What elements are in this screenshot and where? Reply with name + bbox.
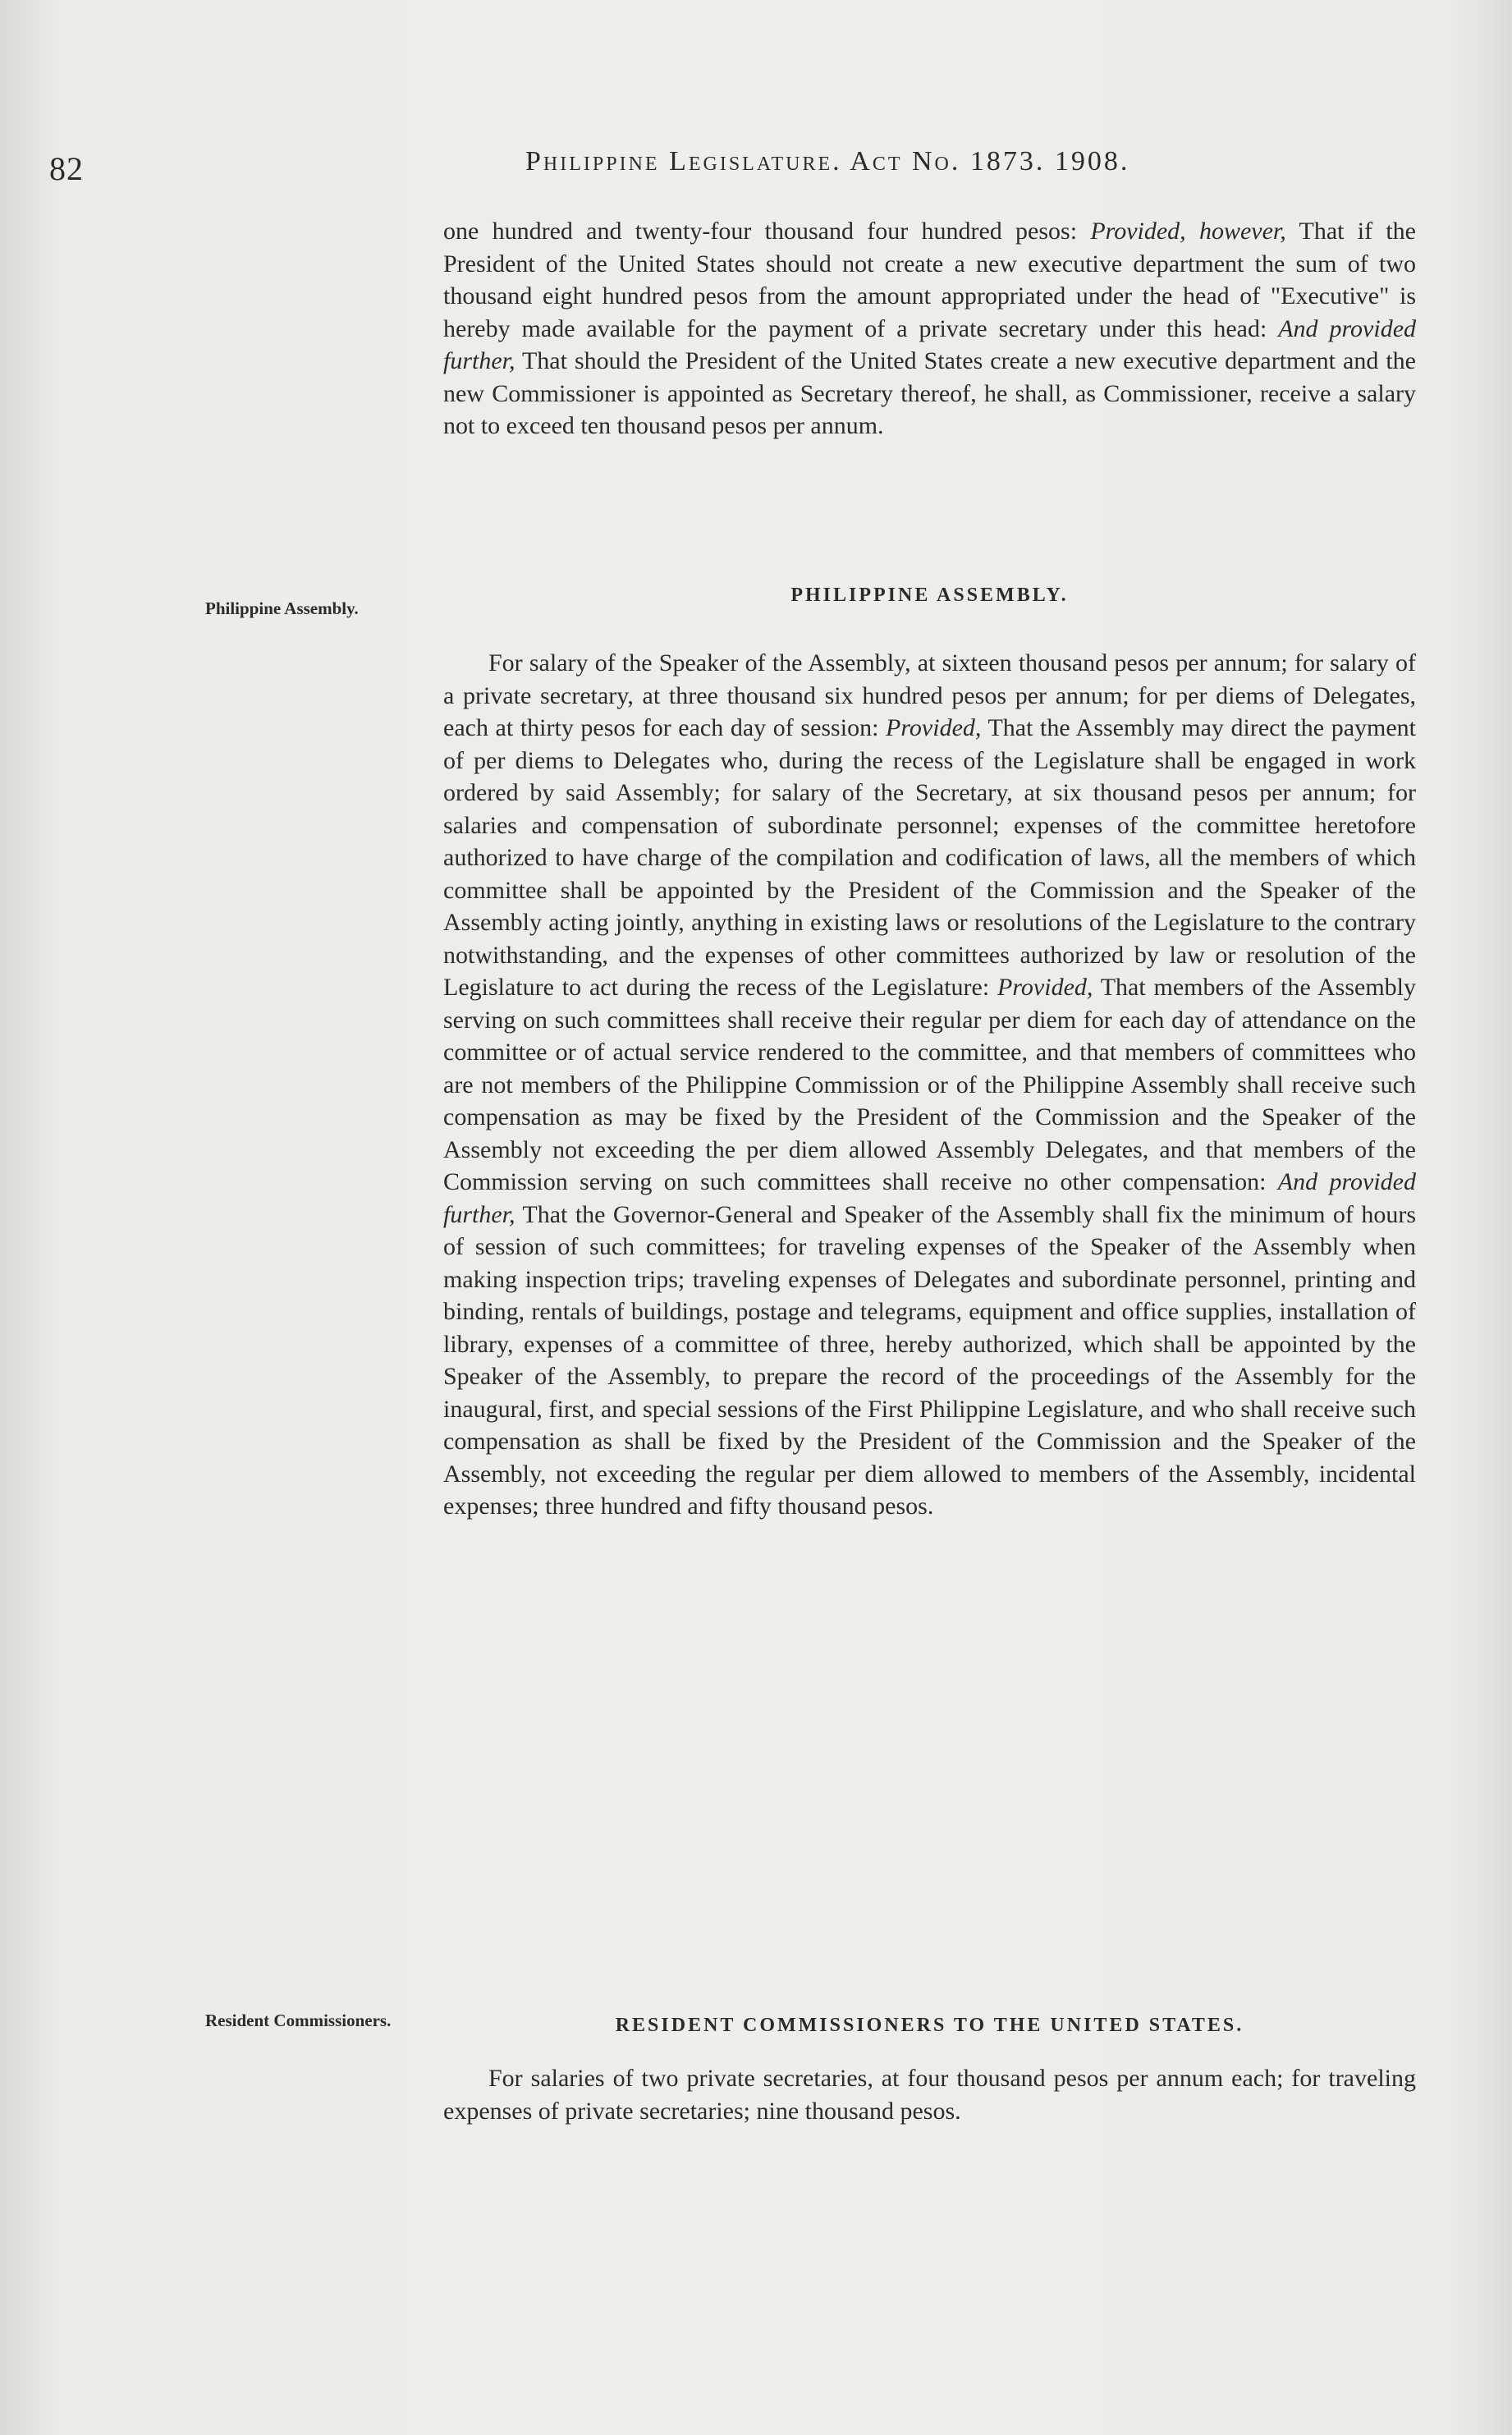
page-number: 82	[49, 150, 84, 187]
proviso-italic: Provided, however,	[1090, 218, 1286, 245]
proviso-italic: And provided further,	[443, 1168, 1416, 1228]
running-head: Philippine Legislature. Act No. 1873. 1908.	[525, 146, 1130, 177]
proviso-italic: Provided,	[997, 974, 1093, 1001]
proviso-italic: And provided further,	[443, 314, 1417, 374]
margin-note-resident-commissioners: Resident Commissioners.	[205, 2011, 392, 2030]
section-heading-resident-commissioners: RESIDENT COMMISSIONERS TO THE UNITED STATES.	[615, 2015, 1244, 2036]
proviso-italic: Provided,	[886, 714, 982, 741]
paragraph-executive-continuation: one hundred and twenty-four thousand four hundred pesos: Provided, however, That if the President of the United States should not create a new executive department the sum of two thousand eight hundred pesos from the amount appropriated under the head of "Executive" is hereby made available for the payment of a private secretary under this head: And provided further, That should the President of the United States create a new executive department and the new Commissioner is appointed as Secretary thereof, he shall, as Commissioner, receive a salary not to exceed ten thousand pesos per annum.	[443, 218, 1417, 439]
paragraph-philippine-assembly: For salary of the Speaker of the Assembly, at sixteen thousand pesos per annum; for salary of a private secretary, at three thousand six hundred pesos per annum; for per diems of Delegates, each at thirty pesos for each day of session: Provided, That the Assembly may direct the payment of per diems to Delegates who, during the recess of the Legislature shall be engaged in work ordered by said Assembly; for salary of the Secretary, at six thousand pesos per annum; for salaries and compensation of subordinate personnel; expenses of the committee heretofore authorized to have charge of the compilation and codification of laws, all the members of which committee shall be appointed by the President of the Commission and the Speaker of the Assembly acting jointly, anything in existing laws or resolutions of the Legislature to the contrary notwithstanding, and the expenses of other committees authorized by law or resolution of the Legislature to act during the recess of the Legislature: Provided, That members of the Assembly serving on such committees shall receive their regular per diem for each day of attendance on the committee or of actual service rendered to the committee, and that members of committees who are not members of the Philippine Commission or of the Philippine Assembly shall receive such compensation as may be fixed by the President of the Commission and the Speaker of the Assembly not exceeding the per diem allowed Assembly Delegates, and that members of the Commission serving on such committees shall receive no other compensation: And provided further, That the Governor-General and Speaker of the Assembly shall fix the minimum of hours of session of such committees; for traveling expenses of the Speaker of the Assembly when making inspection trips; traveling expenses of Delegates and subordinate personnel, printing and binding, rentals of buildings, postage and telegrams, equipment and office supplies, installation of library, expenses of a committee of three, hereby authorized, which shall be appointed by the Speaker of the Assembly, to prepare the record of the proceedings of the Assembly for the inaugural, first, and special sessions of the First Philippine Legislature, and who shall receive such compensation as shall be fixed by the President of the Commission and the Speaker of the Assembly, not exceeding the regular per diem allowed to members of the Assembly, incidental expenses; three hundred and fifty thousand pesos.	[443, 649, 1417, 1520]
margin-note-philippine-assembly: Philippine Assembly.	[205, 598, 359, 618]
paragraph-resident-commissioners: For salaries of two private secretaries, at four thousand pesos per annum each; for traveling expenses of private secretaries; nine thousand pesos.	[443, 2065, 1416, 2125]
section-heading-philippine-assembly: PHILIPPINE ASSEMBLY.	[790, 585, 1069, 606]
